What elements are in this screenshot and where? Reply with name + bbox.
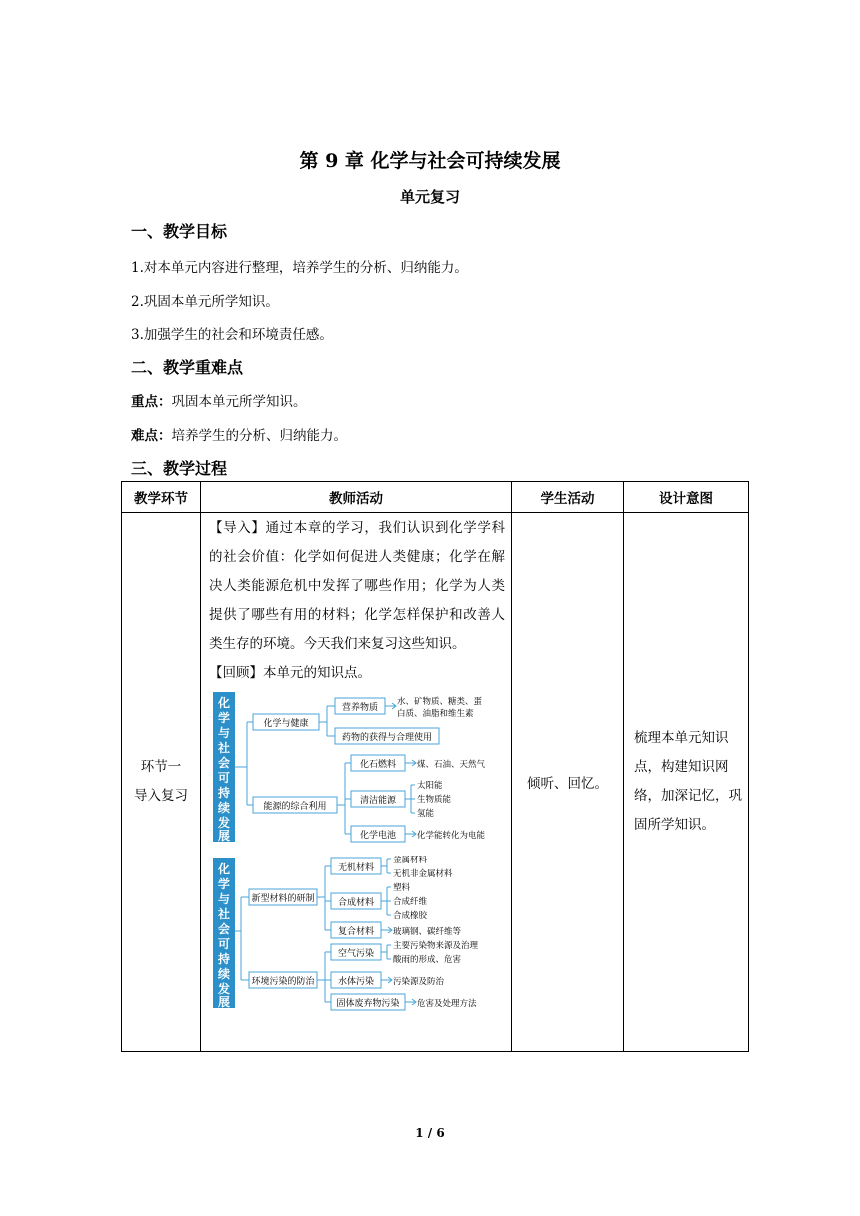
mindmap-leaf: 合成纤维 (393, 897, 428, 907)
key-point (131, 390, 307, 410)
mindmap-leaf: 无机非金属材料 (393, 869, 453, 879)
stage-name: 导入复习 (134, 788, 188, 804)
mindmap-root-char: 与 (217, 892, 231, 906)
stage-cell (122, 513, 201, 1052)
mindmap-root-char: 展 (217, 829, 231, 843)
mindmap-root-char: 学 (217, 711, 231, 725)
stage-label: 环节一 (140, 759, 182, 775)
section-heading-objectives: 一、教学目标 (131, 222, 228, 241)
mindmap-connector (337, 763, 351, 834)
student-activity-cell: 倾听、回忆。 (512, 513, 624, 1052)
mindmap-root-char: 续 (217, 801, 231, 815)
mindmap-node-label: 空气污染 (337, 949, 375, 959)
teacher-intro: 【导入】通过本章的学习，我们认识到化学学科的社会价值：化学如何促进人类健康；化学在解决人类能源危机中发挥了哪些作用；化学为人类提供了哪些有用的材料；化学怎样保护和改善人类生存的环境。今天我们来复习这些知识。 (209, 520, 505, 652)
mindmap-leaf: 塑料 (393, 883, 411, 893)
mindmap-leaf: 酸雨的形成、危害 (393, 955, 462, 965)
objective-item: 1.对本单元内容进行整理，培养学生的分析、归纳能力。 (131, 260, 468, 276)
teacher-activity-cell (201, 513, 512, 1052)
mindmap-root-char: 社 (217, 907, 231, 921)
table-header: 教学环节 (122, 482, 201, 513)
mindmap-leaf: 生物质能 (417, 795, 452, 805)
mindmap-node-label: 合成材料 (337, 898, 375, 908)
table-row (122, 513, 749, 1052)
mindmap-leaf: 玻璃钢、碳纤维等 (393, 927, 462, 937)
mindmap-health-energy (209, 690, 501, 848)
mindmap-root-char: 可 (217, 771, 231, 785)
mindmap-node-label: 化石燃料 (359, 760, 397, 770)
table-header: 设计意图 (624, 482, 749, 513)
mindmap-root-char: 与 (217, 726, 231, 740)
page-subtitle: 单元复习 (399, 188, 460, 206)
mindmap-leaf: 合成橡胶 (393, 911, 428, 921)
mindmap-root-char: 发 (217, 982, 231, 996)
table-header: 学生活动 (512, 482, 624, 513)
mindmap-root-char: 会 (217, 922, 231, 936)
mindmap-leaf: 化学能转化为电能 (417, 831, 486, 841)
mindmap-node-label: 水体污染 (337, 977, 375, 987)
arrow-icon (381, 977, 392, 983)
mindmap-root-char: 续 (217, 967, 231, 981)
design-intent-cell: 梳理本单元知识点，构建知识网络，加深记忆，巩固所学知识。 (624, 513, 749, 1052)
arrow-icon (381, 927, 392, 933)
mindmap-node-label: 固体废弃物污染 (336, 999, 400, 1009)
mindmap-connector (381, 887, 391, 915)
mindmap-connector (381, 859, 391, 873)
mindmap-root-char: 学 (217, 877, 231, 891)
mindmap-connector (319, 706, 335, 736)
objective-item: 3.加强学生的社会和环境责任感。 (131, 327, 333, 343)
page-number: 1 / 6 (415, 1126, 445, 1140)
mindmap-root-char: 会 (217, 756, 231, 770)
mindmap-connector (235, 897, 249, 980)
mindmap-leaf: 污染源及防治 (393, 977, 445, 987)
difficult-point (131, 424, 347, 444)
arrow-icon (405, 999, 416, 1005)
process-table (121, 481, 749, 1052)
mindmap-connector (317, 952, 331, 1002)
difficult-point-label: 难点： (131, 428, 172, 444)
mindmap-leaf: 危害及处理方法 (417, 999, 477, 1009)
mindmap-connector (317, 866, 331, 930)
arrow-icon (405, 760, 416, 766)
mindmap-node-label: 环境污染的防治 (251, 977, 315, 987)
mindmap-node-label: 新型材料的研制 (251, 894, 315, 904)
mindmap-root-char: 持 (217, 952, 231, 966)
difficult-point-text: 培养学生的分析、归纳能力。 (171, 428, 347, 444)
table-header-row (122, 482, 749, 513)
mindmap-leaf: 水、矿物质、糖类、蛋 (397, 697, 483, 707)
mindmap-leaf: 主要污染物来源及治理 (393, 941, 479, 951)
mindmap-node-label: 复合材料 (337, 927, 375, 937)
page-title: 第 9 章 化学与社会可持续发展 (299, 150, 561, 172)
mindmap-leaf: 金属材料 (393, 856, 428, 865)
mindmap-node-label: 化学电池 (359, 831, 397, 841)
mindmap-node-label: 无机材料 (337, 863, 375, 873)
arrow-icon (385, 703, 396, 709)
mindmap-node-label: 药物的获得与合理使用 (341, 733, 433, 743)
mindmap-materials-pollution (209, 856, 501, 1012)
mindmap-root-char: 持 (217, 786, 231, 800)
mindmap-connector (405, 785, 415, 813)
table-header: 教师活动 (201, 482, 512, 513)
mindmap-leaf: 煤、石油、天然气 (417, 760, 486, 770)
mindmap-leaf: 太阳能 (417, 781, 443, 791)
mindmap-leaf: 氢能 (417, 809, 435, 819)
mindmap-node-label: 能源的综合利用 (263, 802, 327, 812)
mindmap-node-label: 化学与健康 (263, 719, 309, 729)
arrow-icon (405, 831, 416, 837)
mindmap-root-char: 展 (217, 995, 231, 1009)
mindmap-root-char: 化 (217, 862, 231, 876)
key-point-label: 重点： (131, 394, 172, 410)
mindmap-root-char: 发 (217, 816, 231, 830)
mindmap-connector (235, 722, 253, 805)
mindmap-node-label: 营养物质 (341, 703, 379, 713)
mindmap-root-char: 社 (217, 741, 231, 755)
mindmap-root-char: 可 (217, 937, 231, 951)
mindmap-connector (381, 945, 391, 959)
mindmap-root-char: 化 (217, 696, 231, 710)
mindmap-node-label: 清洁能源 (359, 796, 397, 806)
section-heading-key-points: 二、教学重难点 (131, 358, 244, 377)
mindmap-leaf: 白质、油脂和维生素 (397, 709, 474, 719)
objective-item: 2.巩固本单元所学知识。 (131, 294, 279, 310)
section-heading-process: 三、教学过程 (131, 459, 228, 478)
key-point-text: 巩固本单元所学知识。 (171, 394, 307, 410)
teacher-review: 【回顾】本单元的知识点。 (209, 665, 371, 681)
